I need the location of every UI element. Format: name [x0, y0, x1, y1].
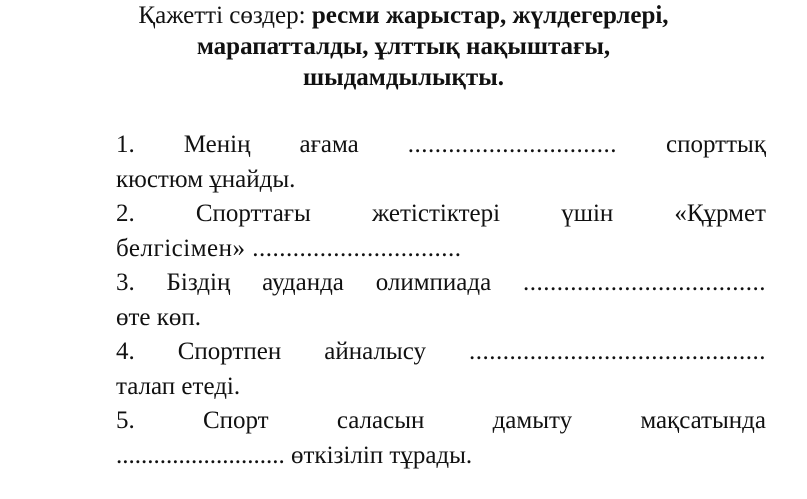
exercise-item-5-line-1 [116, 404, 766, 439]
word-bank-words-1: ресми жарыстар, жүлдегерлері, [311, 2, 669, 29]
answer-blank: ............................... [407, 131, 617, 158]
exercise-item-5-line-2: ........................... өткізіліп тұрады. [116, 441, 473, 469]
word-bank-line-1 [0, 0, 807, 31]
exercise-item-2-line-2: белгісімен» ............................... [116, 234, 462, 262]
sentence-word: айналысу [324, 338, 426, 365]
sentence-word: ағама [299, 131, 359, 158]
sentence-word: Спорттағы [195, 200, 311, 227]
exercise-item-2 [116, 197, 766, 266]
word-bank-prefix: Қажетті сөздер: [138, 2, 312, 29]
exercise-item-1-line-1 [116, 128, 766, 163]
sentence-word: ауданда [262, 269, 344, 296]
exercise-item-1 [116, 128, 766, 197]
item-number: 1. [116, 131, 135, 158]
exercise-item-5 [116, 404, 766, 473]
sentence-word: Спортпен [177, 338, 282, 365]
sentence-word: спорттық [666, 131, 766, 158]
exercise-item-4 [116, 335, 766, 404]
exercise-item-4-line-1 [116, 335, 766, 370]
exercise-item-3-line-1 [116, 266, 766, 301]
exercise-item-4-line-2: талап етеді. [116, 372, 241, 400]
answer-blank: .................................... [523, 269, 766, 296]
exercise-item-2-line-1 [116, 197, 766, 232]
exercise-item-3-line-2: өте көп. [116, 303, 202, 331]
sentence-word: Спорт [202, 407, 269, 434]
item-number: 3. [116, 269, 135, 296]
word-bank-words-2: марапатталды, ұлттық нақыштағы, [196, 33, 611, 60]
item-number: 4. [116, 338, 135, 365]
exercise-item-1-line-2: кюстюм ұнайды. [116, 165, 296, 193]
word-bank-line-3 [0, 62, 807, 93]
sentence-word: Менің [183, 131, 251, 158]
sentence-word: жетістіктері [371, 200, 501, 227]
sentence-word: үшін [561, 200, 614, 227]
word-bank-words-3: шыдамдылықты. [303, 64, 504, 91]
item-number: 5. [116, 407, 135, 434]
answer-blank: ............................................ [468, 338, 766, 365]
word-bank-line-2 [0, 31, 807, 62]
sentence-word: олимпиада [375, 269, 492, 296]
sentence-word: мақсатында [640, 407, 766, 434]
exercise-item-3 [116, 266, 766, 335]
exercise-list [116, 128, 766, 473]
sentence-word: дамыту [492, 407, 573, 434]
sentence-word: саласын [336, 407, 425, 434]
word-bank-heading [0, 0, 807, 93]
sentence-word: «Құрмет [674, 200, 766, 227]
item-number: 2. [116, 200, 135, 227]
sentence-word: Біздің [166, 269, 231, 296]
